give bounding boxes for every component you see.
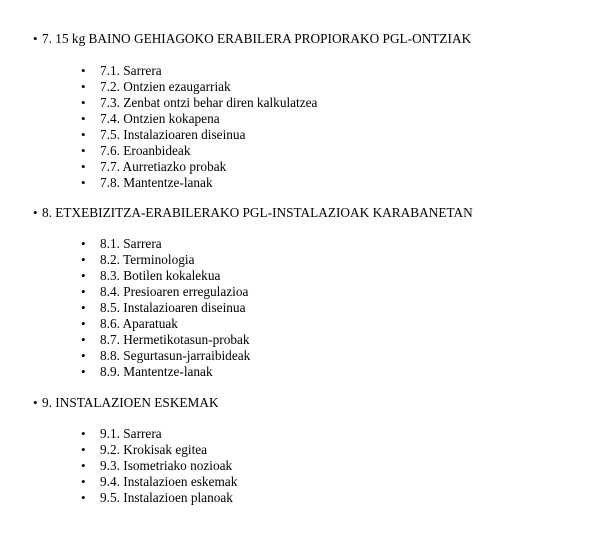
bullet-icon: •	[33, 205, 38, 220]
list-item-label: 9.5. Instalazioen planoak	[100, 490, 233, 505]
bullet-icon: •	[81, 236, 86, 251]
bullet-icon: •	[81, 159, 86, 174]
section-title: 7. 15 kg BAINO GEHIAGOKO ERABILERA PROPIORAKO PGL-ONTZIAK	[42, 31, 472, 46]
bullet-icon: •	[81, 364, 86, 379]
list-item-label: 7.2. Ontzien ezaugarriak	[100, 79, 231, 94]
list-item-label: 8.3. Botilen kokalekua	[100, 268, 221, 283]
bullet-icon: •	[33, 395, 38, 410]
list-item-label: 7.3. Zenbat ontzi behar diren kalkulatzea	[100, 95, 318, 110]
bullet-icon: •	[33, 31, 38, 46]
list-item-label: 7.4. Ontzien kokapena	[100, 111, 220, 126]
list-item-label: 8.4. Presioaren erregulazioa	[100, 284, 249, 299]
bullet-icon: •	[81, 332, 86, 347]
bullet-icon: •	[81, 143, 86, 158]
bullet-icon: •	[81, 426, 86, 441]
list-item-label: 8.6. Aparatuak	[100, 316, 178, 331]
list-item-label: 7.5. Instalazioaren diseinua	[100, 127, 246, 142]
list-item-label: 7.7. Aurretiazko probak	[100, 159, 227, 174]
bullet-icon: •	[81, 348, 86, 363]
bullet-icon: •	[81, 474, 86, 489]
list-item-label: 9.4. Instalazioen eskemak	[100, 474, 238, 489]
list-item-label: 8.7. Hermetikotasun-probak	[100, 332, 250, 347]
bullet-icon: •	[81, 111, 86, 126]
list-item-label: 7.1. Sarrera	[100, 63, 162, 78]
bullet-icon: •	[81, 300, 86, 315]
bullet-icon: •	[81, 490, 86, 505]
bullet-icon: •	[81, 442, 86, 457]
bullet-icon: •	[81, 252, 86, 267]
list-item-label: 8.9. Mantentze-lanak	[100, 364, 213, 379]
bullet-icon: •	[81, 63, 86, 78]
list-item-label: 8.5. Instalazioaren diseinua	[100, 300, 246, 315]
section-title: 8. ETXEBIZITZA-ERABILERAKO PGL-INSTALAZIOAK KARABANETAN	[42, 205, 473, 220]
list-item-label: 7.6. Eroanbideak	[100, 143, 191, 158]
list-item-label: 7.8. Mantentze-lanak	[100, 175, 213, 190]
section-title: 9. INSTALAZIOEN ESKEMAK	[42, 395, 219, 410]
bullet-icon: •	[81, 79, 86, 94]
list-item-label: 8.1. Sarrera	[100, 236, 162, 251]
list-item-label: 9.1. Sarrera	[100, 426, 162, 441]
bullet-icon: •	[81, 127, 86, 142]
list-item-label: 9.2. Krokisak egitea	[100, 442, 208, 457]
bullet-icon: •	[81, 316, 86, 331]
bullet-icon: •	[81, 458, 86, 473]
list-item-label: 8.8. Segurtasun-jarraibideak	[100, 348, 251, 363]
bullet-icon: •	[81, 175, 86, 190]
bullet-icon: •	[81, 284, 86, 299]
bullet-icon: •	[81, 95, 86, 110]
bullet-icon: •	[81, 268, 86, 283]
list-item-label: 8.2. Terminologia	[100, 252, 195, 267]
list-item-label: 9.3. Isometriako nozioak	[100, 458, 233, 473]
